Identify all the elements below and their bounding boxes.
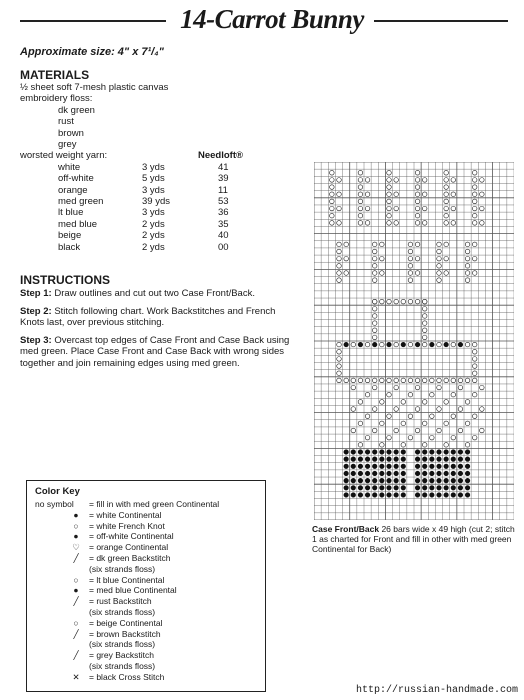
yarn-amt: 2 yds (142, 218, 165, 230)
color-key-text: = beige Continental (89, 617, 163, 628)
stitch-symbol-icon: ○ (73, 520, 79, 531)
materials-heading: MATERIALS (20, 68, 90, 82)
caption-text: 26 bars wide x 49 high (cut 2; stitch 1 as charted for Front and fill in other with med green Continental for Back) (312, 524, 515, 554)
color-key-items (35, 510, 263, 683)
color-key-row (35, 531, 263, 542)
title-rule-right (374, 20, 508, 22)
title-rule-left (20, 20, 166, 22)
yarn-amt: 3 yds (142, 207, 165, 219)
floss-item: dk green (58, 104, 95, 116)
yarn-row (20, 162, 300, 173)
chart-caption (312, 524, 520, 554)
yarn-code: 40 (218, 230, 229, 242)
yarn-row (20, 207, 300, 218)
stitch-symbol-icon: ╱ (73, 628, 79, 639)
yarn-header (20, 150, 300, 161)
color-key-text: = grey Backstitch (89, 650, 154, 661)
yarn-amt: 39 yds (142, 196, 170, 207)
yarn-code: 53 (218, 196, 229, 207)
stitch-symbol-icon: ● (73, 531, 79, 542)
yarn-label: worsted weight yarn: (20, 150, 108, 162)
needloft-label: Needloft® (198, 150, 243, 162)
color-key-box (26, 480, 266, 692)
color-key-row (35, 639, 263, 650)
instruction-step (20, 288, 292, 300)
color-key-text: = white French Knot (89, 520, 165, 531)
instructions-list (20, 288, 292, 376)
yarn-amt: 2 yds (142, 230, 165, 242)
yarn-name: lt blue (58, 207, 84, 219)
yarn-row (20, 185, 300, 196)
yarn-code: 41 (218, 161, 229, 173)
yarn-table (20, 162, 300, 253)
instruction-step (20, 335, 292, 370)
step-label: Step 3: (20, 334, 52, 346)
stitch-symbol-icon: ╱ (73, 552, 79, 563)
materials-list (20, 82, 300, 253)
yarn-code: 11 (218, 184, 228, 196)
no-symbol-text: = fill in with med green Continental (89, 499, 220, 509)
stitch-symbol-icon: ♡ (72, 542, 80, 553)
page-title: 14-Carrot Bunny (180, 4, 364, 34)
step-label: Step 2: (20, 305, 52, 317)
yarn-name: off-white (58, 173, 94, 185)
yarn-code: 35 (218, 218, 229, 230)
yarn-row (20, 196, 300, 207)
color-key-text: (six strands floss) (89, 563, 156, 574)
color-key-row (35, 607, 263, 618)
color-key-row (35, 650, 263, 661)
yarn-amt: 3 yds (142, 184, 165, 196)
stitch-symbol-icon: ╱ (73, 650, 79, 661)
color-key-row (35, 553, 263, 564)
color-key-row (35, 661, 263, 672)
color-key-title: Color Key (35, 486, 80, 497)
color-key-row (35, 521, 263, 532)
no-symbol-label: no symbol (35, 499, 74, 509)
approximate-size: Approximate size: 4" x 7¹/₄" (20, 46, 164, 58)
stitch-symbol-icon: ● (73, 585, 79, 596)
floss-item: grey (58, 139, 77, 151)
color-key-text: = off-white Continental (89, 531, 174, 542)
color-key-row (35, 618, 263, 629)
yarn-row (20, 242, 300, 253)
floss-item: rust (58, 116, 74, 128)
yarn-name: med green (58, 196, 104, 207)
color-key-text: = white Continental (89, 509, 162, 520)
yarn-name: white (58, 161, 81, 173)
color-key-row (35, 585, 263, 596)
color-key-row (35, 499, 263, 510)
instruction-step (20, 306, 292, 329)
yarn-code: 36 (218, 207, 229, 219)
color-key-row (35, 596, 263, 607)
stitch-chart (314, 162, 514, 520)
color-key-text: = rust Backstitch (89, 596, 152, 607)
color-key-text: = orange Continental (89, 542, 169, 553)
color-key-text: = black Cross Stitch (89, 671, 165, 682)
stitch-symbol-icon: ○ (73, 574, 79, 585)
yarn-row (20, 173, 300, 184)
yarn-code: 39 (218, 173, 229, 185)
yarn-amt: 2 yds (142, 241, 165, 253)
color-key-text: = lt blue Continental (89, 574, 165, 585)
color-key-text: = med blue Continental (89, 585, 177, 596)
color-key-row (35, 629, 263, 640)
color-key-row (35, 672, 263, 683)
yarn-name: black (58, 241, 81, 253)
yarn-code: 00 (218, 241, 229, 253)
color-key-row (35, 542, 263, 553)
color-key-text: (six strands floss) (89, 660, 156, 671)
yarn-name: beige (58, 230, 82, 242)
stitch-symbol-icon: ✕ (72, 671, 80, 682)
yarn-row (20, 219, 300, 230)
stitch-symbol-icon: ● (73, 509, 79, 520)
floss-item: brown (58, 127, 84, 139)
step-text: Overcast top edges of Case Front and Case Back using med green. Place Case Front and Case Back with wrong sides together and join remaining edges using med green. (20, 334, 290, 369)
color-key-text: = brown Backstitch (89, 628, 161, 639)
color-key-text: = dk green Backstitch (89, 552, 171, 563)
yarn-row (20, 230, 300, 241)
color-key-text: (six strands floss) (89, 606, 156, 617)
yarn-name: med blue (58, 218, 98, 230)
stitch-symbol-icon: ○ (73, 617, 79, 628)
yarn-amt: 5 yds (142, 173, 165, 185)
stitch-symbol-icon: ╱ (73, 596, 79, 607)
color-key-row (35, 575, 263, 586)
materials-line: embroidery floss: (20, 93, 93, 105)
color-key-list (35, 499, 263, 683)
color-key-row (35, 510, 263, 521)
title-bar (0, 0, 524, 42)
instructions-heading: INSTRUCTIONS (20, 273, 110, 287)
step-text: Draw outlines and cut out two Case Front/Back. (51, 288, 255, 299)
color-key-row (35, 564, 263, 575)
step-label: Step 1: (20, 288, 52, 299)
watermark: http://russian-handmade.com (355, 685, 518, 696)
step-text: Stitch following chart. Work Backstitches and French Knots last, over previous stitching. (20, 305, 276, 329)
yarn-name: orange (58, 184, 88, 196)
materials-line: ½ sheet soft 7-mesh plastic canvas (20, 82, 169, 93)
color-key-text: (six strands floss) (89, 639, 156, 650)
caption-title: Case Front/Back (312, 524, 380, 534)
yarn-amt: 3 yds (142, 161, 165, 173)
